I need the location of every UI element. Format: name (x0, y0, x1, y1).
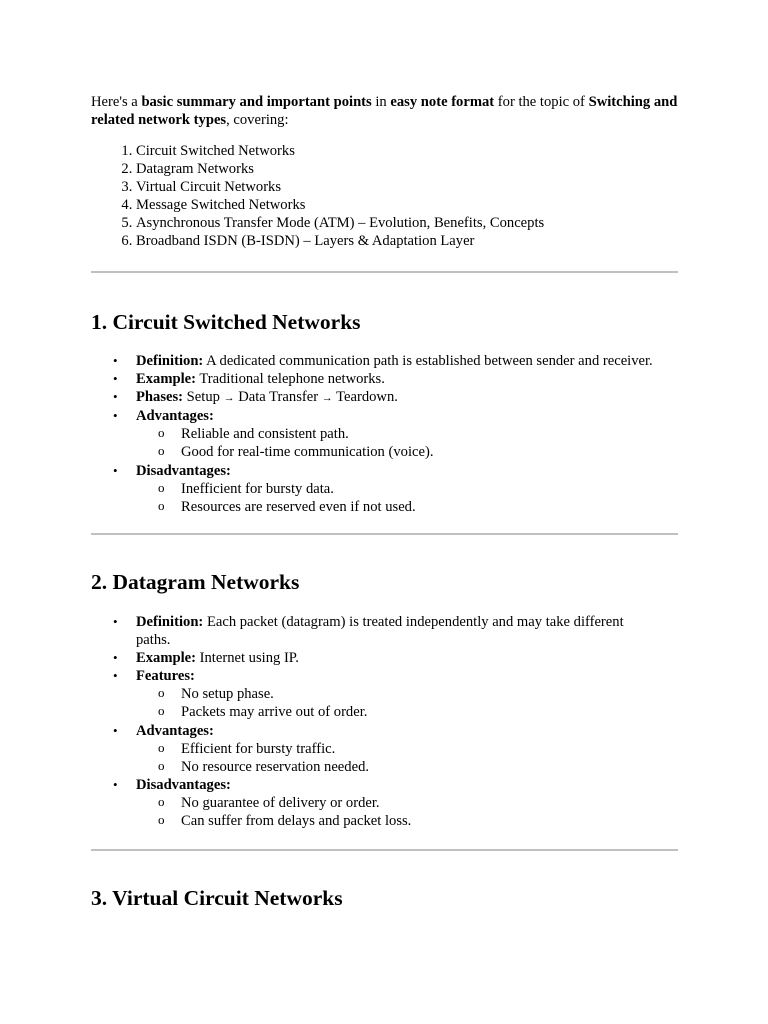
bullet-label: Phases: (136, 389, 184, 406)
sub-list (136, 794, 678, 830)
section-heading: 1. Circuit Switched Networks (91, 310, 361, 334)
sub-item: o Can suffer from delays and packet loss. (91, 812, 678, 830)
sub-list (136, 685, 678, 721)
section-heading: 3. Virtual Circuit Networks (91, 886, 343, 910)
bullet-label: Definition: (136, 614, 204, 630)
arrow-right-icon: → (321, 392, 333, 405)
bullet-label: Advantages: (136, 408, 214, 425)
bullet-label: Definition: (136, 353, 204, 369)
intro-text: Here's a (91, 94, 142, 110)
topic-list (91, 142, 678, 251)
bullet-item (91, 722, 678, 776)
sub-item: o Good for real-time communication (voice). (91, 443, 678, 461)
bullet-item (91, 352, 678, 370)
section-bullets (91, 352, 678, 516)
section-divider (91, 271, 678, 273)
intro-text: in (371, 94, 391, 110)
intro-text: , covering: (226, 111, 289, 128)
topic-item: 2. Datagram Networks (136, 160, 678, 178)
sub-item: o No guarantee of delivery or order. (91, 794, 678, 812)
sub-item: o Packets may arrive out of order. (91, 703, 678, 721)
sub-item: o Resources are reserved even if not used. (91, 498, 678, 516)
bullet-item (91, 776, 678, 830)
bullet-text: Teardown. (332, 389, 398, 406)
intro-paragraph (91, 94, 678, 129)
intro-bold: easy note format (390, 94, 495, 110)
bullet-item (91, 388, 678, 407)
bullet-item (91, 667, 678, 721)
intro-bold: Switching and related network types (91, 94, 678, 128)
bullet-text: Traditional telephone networks. (196, 371, 385, 388)
arrow-right-icon: → (223, 392, 235, 405)
bullet-text: Setup (183, 389, 224, 406)
bullet-item (91, 370, 678, 388)
bullet-label: Example: (136, 650, 196, 667)
topic-item: 6. Broadband ISDN (B-ISDN) – Layers & Adaptation Layer (136, 232, 678, 250)
topic-item: 3. Virtual Circuit Networks (136, 178, 678, 196)
bullet-item (91, 407, 678, 461)
bullet-label: Advantages: (136, 722, 214, 739)
bullet-item (91, 649, 678, 667)
sub-item: o Inefficient for bursty data. (91, 480, 678, 498)
bullet-label: Example: (136, 371, 196, 388)
topic-item: 1. Circuit Switched Networks (136, 142, 678, 160)
intro-bold: basic summary and important points (141, 94, 372, 110)
sub-item: o No setup phase. (91, 685, 678, 703)
section-heading: 2. Datagram Networks (91, 570, 300, 594)
sub-list (136, 740, 678, 776)
bullet-text: Data Transfer (234, 389, 322, 406)
sub-item: o No resource reservation needed. (91, 758, 678, 776)
bullet-label: Disadvantages: (136, 776, 231, 793)
section-divider (91, 849, 678, 851)
topic-item: 4. Message Switched Networks (136, 196, 678, 214)
section-divider (91, 533, 678, 535)
sub-item: o Reliable and consistent path. (91, 425, 678, 443)
intro-text: for the topic of (494, 94, 589, 110)
sub-list (136, 425, 678, 461)
sub-item: o Efficient for bursty traffic. (91, 740, 678, 758)
bullet-text: A dedicated communication path is established between sender and receiver. (203, 353, 653, 369)
bullet-text: Internet using IP. (196, 650, 299, 667)
bullet-label: Features: (136, 668, 195, 685)
section-bullets (91, 613, 678, 830)
bullet-label: Disadvantages: (136, 462, 231, 479)
bullet-item (91, 613, 678, 649)
document-page (91, 94, 678, 910)
bullet-text: Each packet (datagram) is treated independently and may take different paths. (136, 614, 624, 649)
sub-list (136, 480, 678, 516)
bullet-item (91, 462, 678, 516)
topic-item: 5. Asynchronous Transfer Mode (ATM) – Evolution, Benefits, Concepts (136, 214, 678, 232)
